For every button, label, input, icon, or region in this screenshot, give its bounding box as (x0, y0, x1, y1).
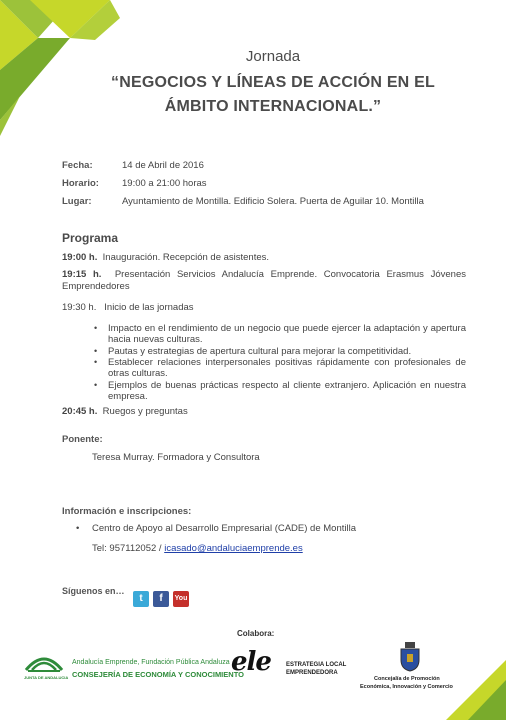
programa-item-4-text: Ruegos y preguntas (102, 406, 188, 417)
programa-item-2-text: Presentación Servicios Andalucía Emprende. Convocatoria Erasmus Jóvenes Emprendedores (62, 269, 466, 292)
horario-value: 19:00 a 21:00 horas (122, 178, 207, 189)
programa-item-4 (62, 406, 466, 418)
programa-item-1-time: 19:00 h. (62, 252, 98, 263)
ponente-label: Ponente: (62, 434, 103, 445)
ponente-name: Teresa Murray. Formadora y Consultora (92, 452, 260, 463)
concejalia-line-2: Económica, Innovación y Comercio (360, 684, 453, 690)
info-center: Centro de Apoyo al Desarrollo Empresarial (CADE) de Montilla (92, 523, 357, 534)
programa-item-2 (62, 269, 466, 292)
fecha-label: Fecha: (62, 160, 93, 171)
programa-item-4-time: 20:45 h. (62, 406, 98, 417)
ele-line-2: EMPRENDEDORA (286, 670, 338, 676)
andalucia-line-2: CONSEJERÍA DE ECONOMÍA Y CONOCIMIENTO (72, 670, 244, 679)
title-line-2: ÁMBITO INTERNACIONAL.” (164, 98, 382, 115)
social-label: Síguenos en… (62, 586, 125, 596)
programa-item-3 (62, 302, 466, 314)
montilla-crest-icon (399, 642, 421, 672)
concejalia-line-1: Concejalía de Promoción (374, 676, 440, 682)
bullet-item: • Pautas y estrategias de apertura cultural para mejorar la competitividad. (94, 346, 412, 357)
header-decoration (0, 0, 140, 140)
fecha-value: 14 de Abril de 2016 (122, 160, 204, 171)
horario-label: Horario: (62, 178, 99, 189)
junta-andalucia-logo-icon (22, 648, 66, 674)
bullet-item: • Ejemplos de buenas prácticas respecto al cliente extranjero. Aplicación en nuestra empresa. (94, 380, 466, 402)
twitter-icon[interactable]: t (133, 591, 149, 607)
facebook-icon[interactable]: f (153, 591, 169, 607)
bullet-dot-icon: • (94, 323, 98, 333)
programa-item-3-time: 19:30 h. (62, 302, 97, 313)
programa-item-1-text: Inauguración. Recepción de asistentes. (102, 252, 270, 263)
lugar-label: Lugar: (62, 196, 92, 207)
info-contact (92, 543, 303, 554)
andalucia-line-1: Andalucía Emprende, Fundación Pública Andaluza (72, 659, 230, 666)
title-line-1: “NEGOCIOS Y LÍNEAS DE ACCIÓN EN EL (111, 74, 435, 91)
programa-heading: Programa (62, 231, 119, 245)
bullet-dot-icon: • (94, 346, 98, 356)
event-type: Jornada (245, 48, 301, 65)
info-label: Información e inscripciones: (62, 506, 192, 517)
info-tel: Tel: 957112052 / (92, 543, 162, 554)
programa-item-3-text: Inicio de las jornadas (104, 302, 194, 313)
junta-label: JUNTA DE ANDALUCIA (24, 675, 69, 680)
programa-item-1 (62, 252, 466, 264)
page-title (80, 71, 466, 119)
bullet-dot-icon: • (94, 380, 98, 390)
lugar-value: Ayuntamiento de Montilla. Edificio Solera. Puerta de Aguilar 10. Montilla (122, 196, 424, 207)
youtube-icon[interactable]: You (173, 591, 189, 607)
email-link[interactable]: icasado@andaluciaemprende.es (164, 543, 303, 554)
colabora-label: Colabora: (237, 629, 275, 638)
bullet-item: • Establecer relaciones interpersonales positivas rápidamente con profesionales de otras culturas. (94, 357, 466, 379)
bullet-item: • Impacto en el rendimiento de un negocio que puede ejercer la adaptación y apertura hacia nuevas culturas. (94, 323, 466, 345)
ele-line-1: ESTRATEGIA LOCAL (286, 662, 347, 668)
programa-item-2-time: 19:15 h. (62, 269, 102, 280)
footer-decoration (446, 660, 506, 720)
ele-logo: ele (231, 647, 271, 677)
info-bullet-icon: • (76, 523, 80, 534)
bullet-dot-icon: • (94, 357, 98, 367)
